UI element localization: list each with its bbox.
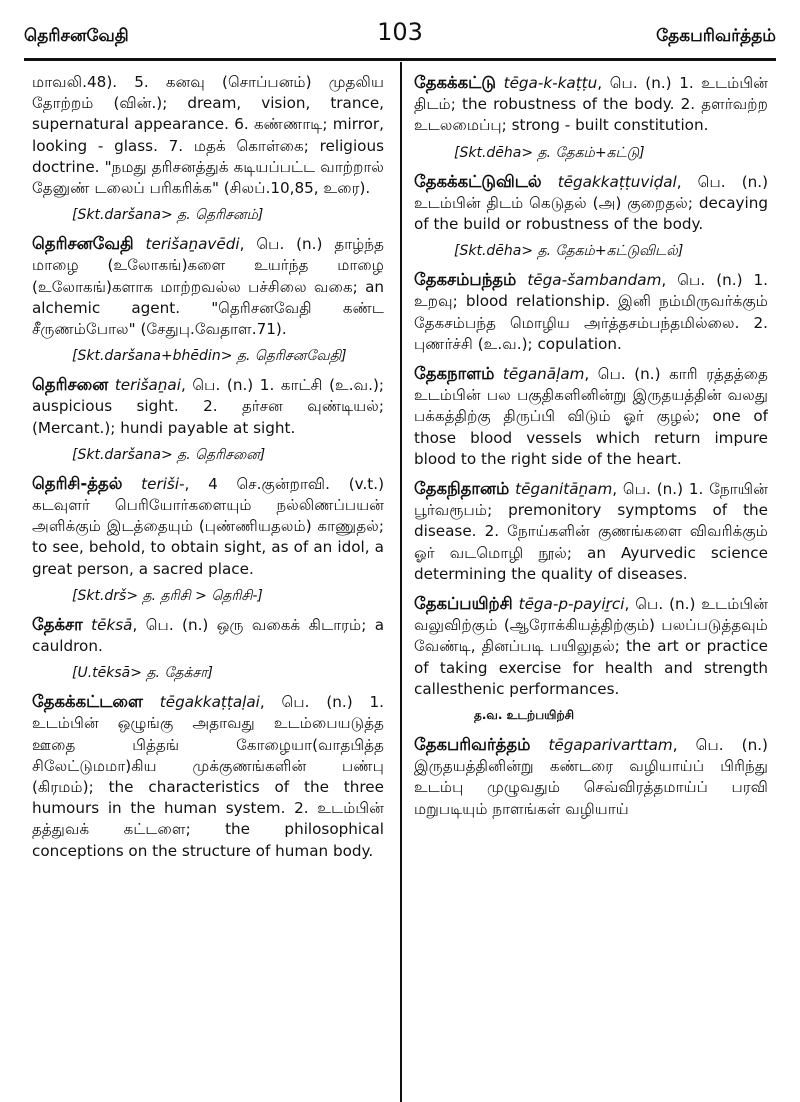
transliteration: tēga-p-payiṟci xyxy=(518,595,625,614)
dictionary-entry xyxy=(32,614,384,657)
part-of-speech: , பெ. (n.) xyxy=(676,172,768,191)
dictionary-entry xyxy=(414,269,768,355)
headword: தேகக்கட்டுவிடல் xyxy=(414,171,542,191)
headword: தெரிசி-த்தல் xyxy=(32,473,123,493)
headword: தேகநிதானம் xyxy=(414,479,510,499)
part-of-speech: , பெ. (n.) xyxy=(672,736,768,755)
dictionary-entry xyxy=(414,478,768,585)
transliteration: tēgakkaṭṭaḷai xyxy=(159,693,260,712)
transliteration: terišaṉavēdi xyxy=(145,235,240,254)
entry-body: கடவுளர் பெரியோர்களையும் நல்லிணப்பயன் அளிக்கும் இடத்தையும் (புண்ணியதலம்) காணுதல்; to see, behold, to obtain sight, as of an idol, a great person, a sacred place. xyxy=(32,496,384,578)
headword: தெரிசனவேதி xyxy=(32,234,134,254)
entry-body: 1. காட்சி (உ.வ.); auspicious sight. 2. தர்சன வுண்டியல்; (Mercant.); hundi payable at sight. xyxy=(32,376,384,437)
right-column xyxy=(414,72,768,828)
part-of-speech: , 4 செ.குன்றாவி. (v.t.) xyxy=(184,474,384,493)
transliteration: teriši- xyxy=(141,474,185,493)
etymology: [Skt.drš> த. தரிசி > தெரிசி-] xyxy=(72,587,263,604)
headword: தெரிசனை xyxy=(32,375,109,395)
transliteration: tēgakkaṭṭuviḍal xyxy=(557,172,677,191)
running-head-left: தெரிசனவேதி xyxy=(24,26,129,46)
part-of-speech: , பெ. (n.) xyxy=(259,693,353,712)
transliteration: tēgaparivarttam xyxy=(548,736,673,755)
entry-body: 1. நோயின் பூர்வரூபம்; premonitory symptoms of the disease. 2. நோய்களின் குணங்களை விவரிக்கும் ஓர் வடமொழி நூல்; an Ayurvedic science determining the quality of diseases. xyxy=(414,480,768,583)
entry-continuation xyxy=(32,72,384,199)
entry-body: 1. உடம்பின் ஒழுங்கு அதாவது உடம்பையடுத்த ஊதை பித்தங் கோழையா(வாதபித்த சிலேட்டுமமா)கிய முக்குணங்களின் பண்பு (கிரமம்); the characteristics of the three humours in the human system. 2. உடம்பின் தத்துவக் கட்டளை; the philosophical conceptions on the structure of human body. xyxy=(32,693,384,860)
dictionary-entry xyxy=(32,374,384,439)
etymology: [Skt.dēha> த. தேகம்+கட்டு] xyxy=(454,144,645,161)
part-of-speech: , பெ. (n.) xyxy=(180,376,254,395)
etymology: [Skt.dēha> த. தேகம்+கட்டுவிடல்] xyxy=(454,243,684,260)
headword: தேக்சா xyxy=(32,614,83,634)
dictionary-entry xyxy=(414,734,768,820)
entry-body: இருதயத்தினின்று கண்டரை வழியாய்ப் பிரிந்து உடம்பு முழுவதும் செவ்விரத்தமாய்ப் பரவி மறுபடியும் நாளங்கள் வழியாய் xyxy=(414,757,768,818)
transliteration: tēga-šambandam xyxy=(527,271,662,290)
dictionary-entry xyxy=(32,473,384,580)
header-rule xyxy=(24,58,776,61)
entry-body: ஒரு வகைக் கிடாரம்; a cauldron. xyxy=(32,615,384,656)
dictionary-entry xyxy=(414,593,768,700)
running-head-right: தேகபரிவர்த்தம் xyxy=(656,26,776,46)
headword: தேகசம்பந்தம் xyxy=(414,270,517,290)
dictionary-entry xyxy=(414,72,768,137)
dictionary-entry xyxy=(414,171,768,236)
page-number: 103 xyxy=(377,18,423,46)
etymology: [Skt.daršana> த. தெரிசனம்] xyxy=(72,207,264,224)
headword: தேகக்கட்டளை xyxy=(32,692,143,712)
page-header xyxy=(24,18,776,54)
dictionary-entry xyxy=(32,691,384,862)
transliteration: tēksā xyxy=(91,615,133,634)
transliteration: tēga-k-kaṭṭu xyxy=(503,74,598,92)
part-of-speech: , பெ. (n.) xyxy=(624,595,696,614)
dictionary-entry xyxy=(414,363,768,470)
entry-body: உடம்பின் திடம் கெடுதல் (அ) குறைதல்; decaying of the build or robustness of the body. xyxy=(414,193,768,234)
etymology: [Skt.daršana+bhēdin> த. தெரிசனவேதி] xyxy=(72,348,347,365)
part-of-speech: , பெ. (n.) xyxy=(661,271,743,290)
headword: தேகநாளம் xyxy=(414,364,495,384)
entry-body: காரி ரத்தத்தை உடம்பின் பல பகுதிகளினின்று இருதயத்தின் வலது பக்கத்திற்கு திருப்பி விடும் ஓர் குழல்; one of those blood vessels which return impure blood to the right side of the heart. xyxy=(414,365,768,468)
transliteration: terišaṉai xyxy=(114,376,181,395)
entry-body: 1. உறவு; blood relationship. இனி நம்மிருவர்க்கும் தேகசம்பந்த மொழிய அர்த்தசம்பந்தமில்லை. 2. புணர்ச்சி (உ.வ.); copulation. xyxy=(414,271,768,353)
part-of-speech: , பெ. (n.) xyxy=(597,74,672,92)
headword: தேகப்பயிற்சி xyxy=(414,594,513,614)
part-of-speech: , பெ. (n.) xyxy=(239,235,323,254)
headword: தேகபரிவர்த்தம் xyxy=(414,735,531,755)
dictionary-entry xyxy=(32,233,384,340)
entry-body: மாவலி.48). 5. கனவு (சொப்பனம்) முதலிய தோற்றம் (வின்.); dream, vision, trance, supernatural appearance. 6. கண்ணாடி; mirror, looking - glass. 7. மதக் கொள்கை; religious doctrine. "நமது தரிசனத்துக் கடியப்பட்ட வாற்றால் தேனுண் டலைப் பரிகரிக்க" (சிலப்.10,85, உரை). xyxy=(32,73,384,198)
entry-body: 1. உடம்பின் திடம்; the robustness of the body. 2. தளர்வற்ற உடலமைப்பு; strong - built constitution. xyxy=(414,74,768,135)
entry-body: தாழ்ந்த மாழை (உலோகங்)களை உயர்ந்த மாழை (உலோகங்)களாக மாற்றவல்ல பச்சிலை வகை; an alchemic agent. "தெரிசனவேதி கண்ட சீருணம்போல" (சேதுபு.வேதாள.71). xyxy=(32,235,384,339)
left-column xyxy=(32,72,384,870)
etymology: [U.tēksā> த. தேக்சா] xyxy=(72,665,213,682)
headword: தேகக்கட்டு xyxy=(414,73,496,92)
usage-note: த.வ. உடற்பயிற்சி xyxy=(474,708,575,723)
part-of-speech: , பெ. (n.) xyxy=(612,480,684,499)
part-of-speech: , பெ. (n.) xyxy=(132,615,209,634)
etymology: [Skt.daršana> த. தெரிசனை] xyxy=(72,446,266,463)
entry-body: உடம்பின் வலுவிற்கும் (ஆரோக்கியத்திற்கும்) பலப்படுத்தவும் வேண்டி, தினப்படி பயிலுதல்; the art or practice of taking exercise for health and strength callesthenic performances. xyxy=(414,595,768,698)
transliteration: tēganitāṉam xyxy=(515,480,613,499)
column-divider xyxy=(400,62,402,1102)
transliteration: tēganāḷam xyxy=(502,365,585,384)
part-of-speech: , பெ. (n.) xyxy=(584,365,661,384)
